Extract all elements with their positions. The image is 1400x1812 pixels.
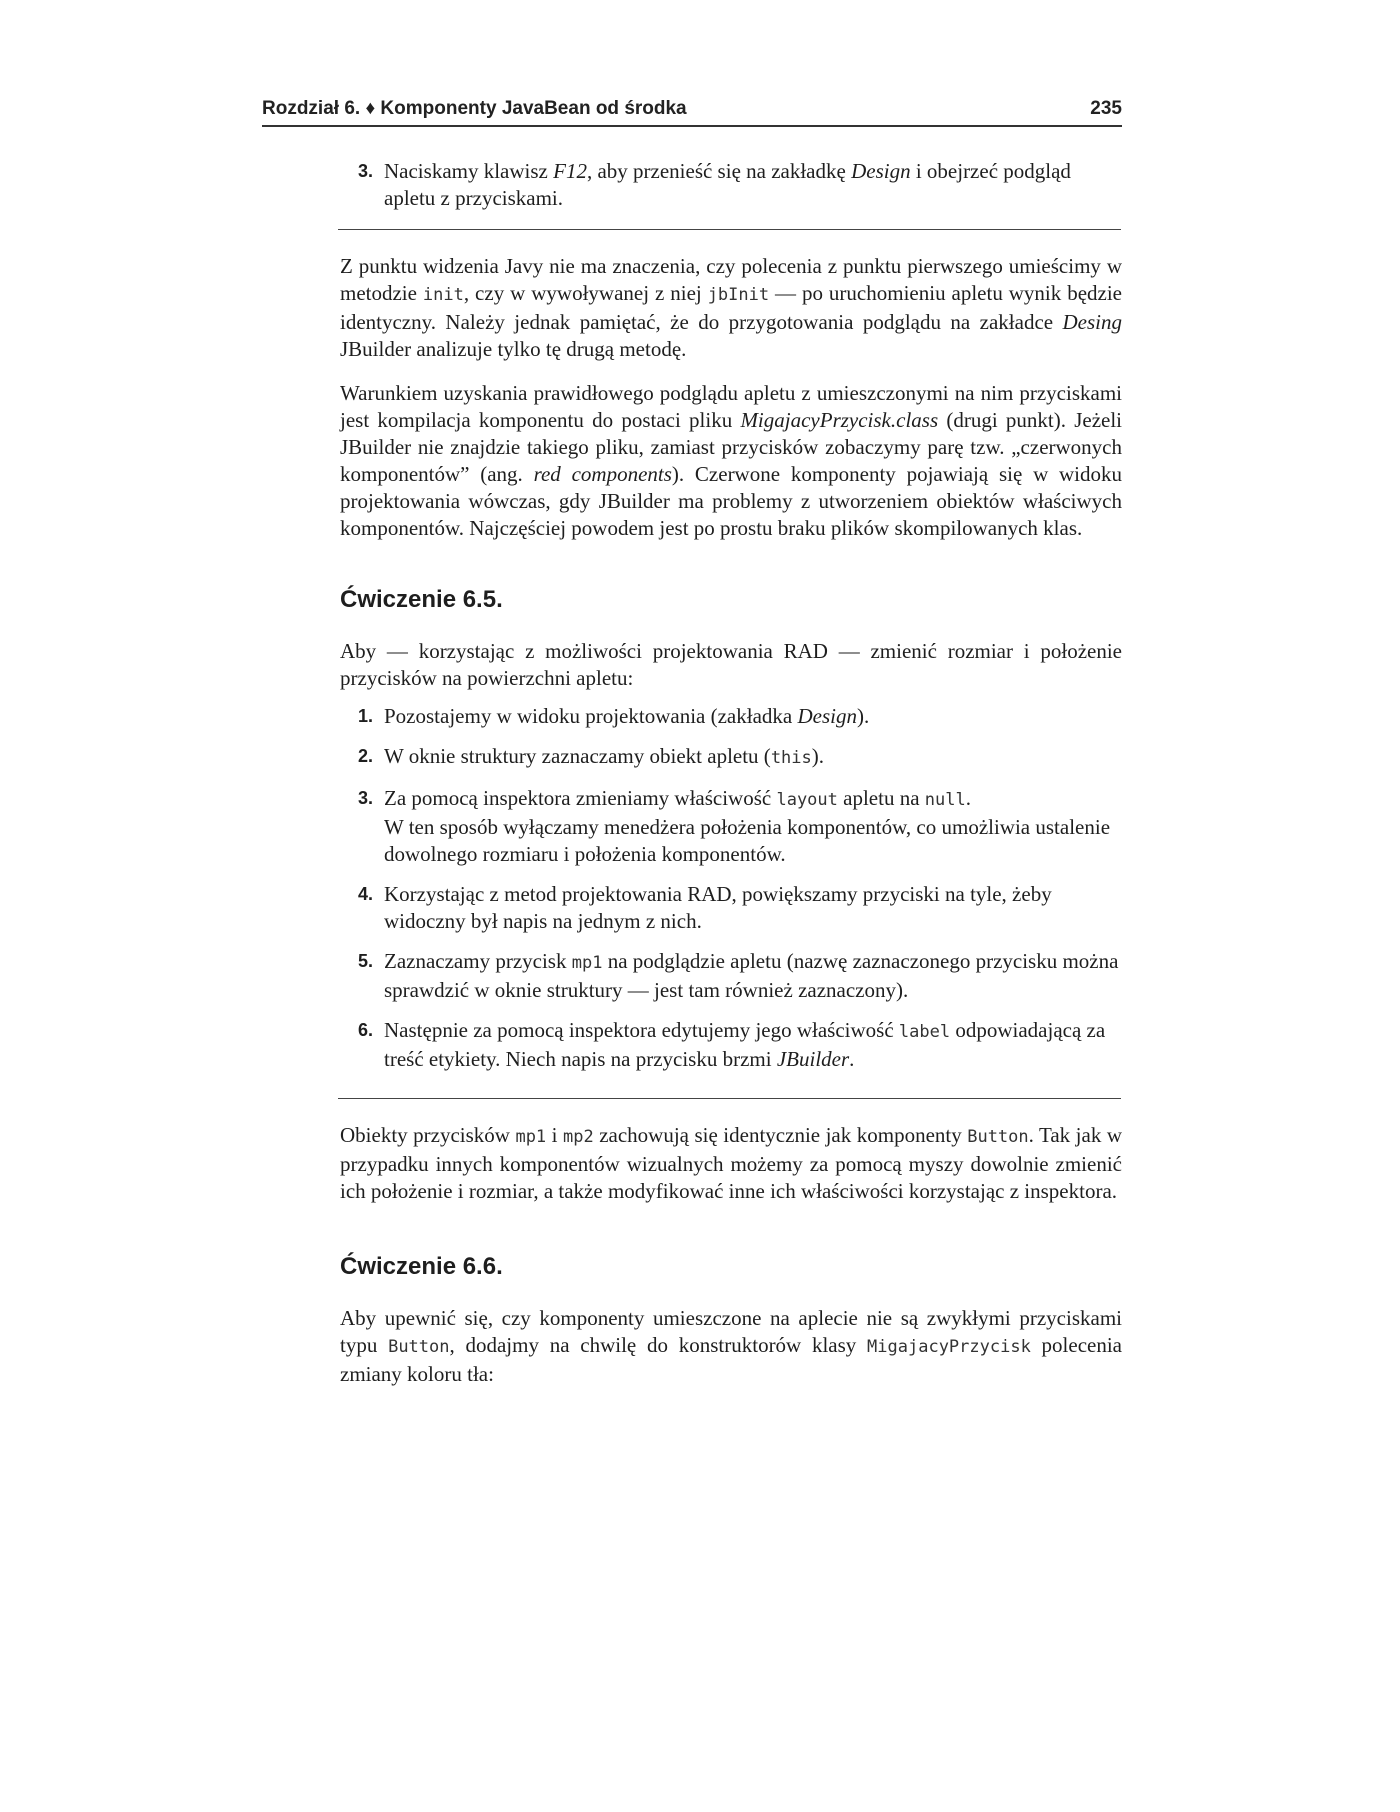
step-list	[340, 703, 1122, 1086]
list-item: 6. Następnie za pomocą inspektora edytujemy jego właściwość label odpowiadającą za treść etykiety. Niech napis na przycisku brzmi JBuilder.	[358, 1018, 1106, 1071]
paragraph-jbinit: Z punktu widzenia Javy nie ma znaczenia, czy polecenia z punktu pierwszego umieścimy w metodzie init, czy w wywoływanej z niej jbInit — po uruchomieniu apletu wynik będzie identyczny. Należy jednak pamiętać, że do przygotowania podglądu na zakładce Desing JBuilder analizuje tylko tę drugą metodę.	[340, 254, 1122, 361]
section-rule	[338, 229, 1121, 230]
exercise-intro: Aby upewnić się, czy komponenty umieszczone na aplecie nie są zwykłymi przyciskami typu Button, dodajmy na chwilę do konstruktorów klasy MigajacyPrzycisk polecenia zmiany koloru tła:	[340, 1306, 1123, 1386]
header-rule	[262, 125, 1122, 127]
paragraph-buttons: Obiekty przycisków mp1 i mp2 zachowują się identycznie jak komponenty Button. Tak jak w przypadku innych komponentów wizualnych możemy za pomocą myszy dowolnie zmienić ich położenie i rozmiar, a także modyfikować inne ich właściwości korzystając z inspektora.	[340, 1123, 1122, 1203]
list-item: 1. Pozostajemy w widoku projektowania (zakładka Design).	[358, 704, 870, 728]
step-number: 3.	[358, 161, 374, 181]
step-list-continued	[340, 158, 1122, 225]
exercise-intro: Aby — korzystając z możliwości projektowania RAD — zmienić rozmiar i położenie przycisków na powierzchni apletu:	[340, 639, 1122, 690]
section-rule	[338, 1098, 1121, 1099]
exercise-heading: Ćwiczenie 6.5.	[340, 586, 503, 613]
list-item: 3. Naciskamy klawisz F12, aby przenieść się na zakładkę Design i obejrzeć podgląd apletu z przyciskami.	[358, 159, 1071, 210]
list-item: 3. Za pomocą inspektora zmieniamy właściwość layout apletu na null. W ten sposób wyłączamy menedżera położenia komponentów, co umożliwia ustalenie dowolnego rozmiaru i położenia komponentów.	[358, 786, 1111, 866]
list-item: 2. W oknie struktury zaznaczamy obiekt apletu (this).	[358, 744, 825, 768]
chapter-title: Rozdział 6. ♦ Komponenty JavaBean od środka	[262, 98, 687, 119]
page-number: 235	[1090, 98, 1122, 119]
paragraph-red-components: Warunkiem uzyskania prawidłowego podglądu apletu z umieszczonymi na nim przyciskami jest kompilacja komponentu do postaci pliku MigajacyPrzycisk.class (drugi punkt). Jeżeli JBuilder nie znajdzie takiego pliku, zamiast przycisków zobaczymy parę tzw. „czerwonych komponentów” (ang. red components). Czerwone komponenty pojawiają się w widoku projektowania wówczas, gdy JBuilder ma problemy z utworzeniem obiektów właściwych komponentów. Najczęściej powodem jest po prostu braku plików skompilowanych klas.	[340, 381, 1123, 540]
list-item: 4. Korzystając z metod projektowania RAD, powiększamy przyciski na tyle, żeby widoczny był napis na jednym z nich.	[358, 882, 1052, 933]
exercise-heading: Ćwiczenie 6.6.	[340, 1253, 503, 1280]
list-item: 5. Zaznaczamy przycisk mp1 na podglądzie apletu (nazwę zaznaczonego przycisku można sprawdzić w oknie struktury — jest tam również zaznaczony).	[358, 949, 1119, 1002]
running-header	[262, 98, 1122, 120]
